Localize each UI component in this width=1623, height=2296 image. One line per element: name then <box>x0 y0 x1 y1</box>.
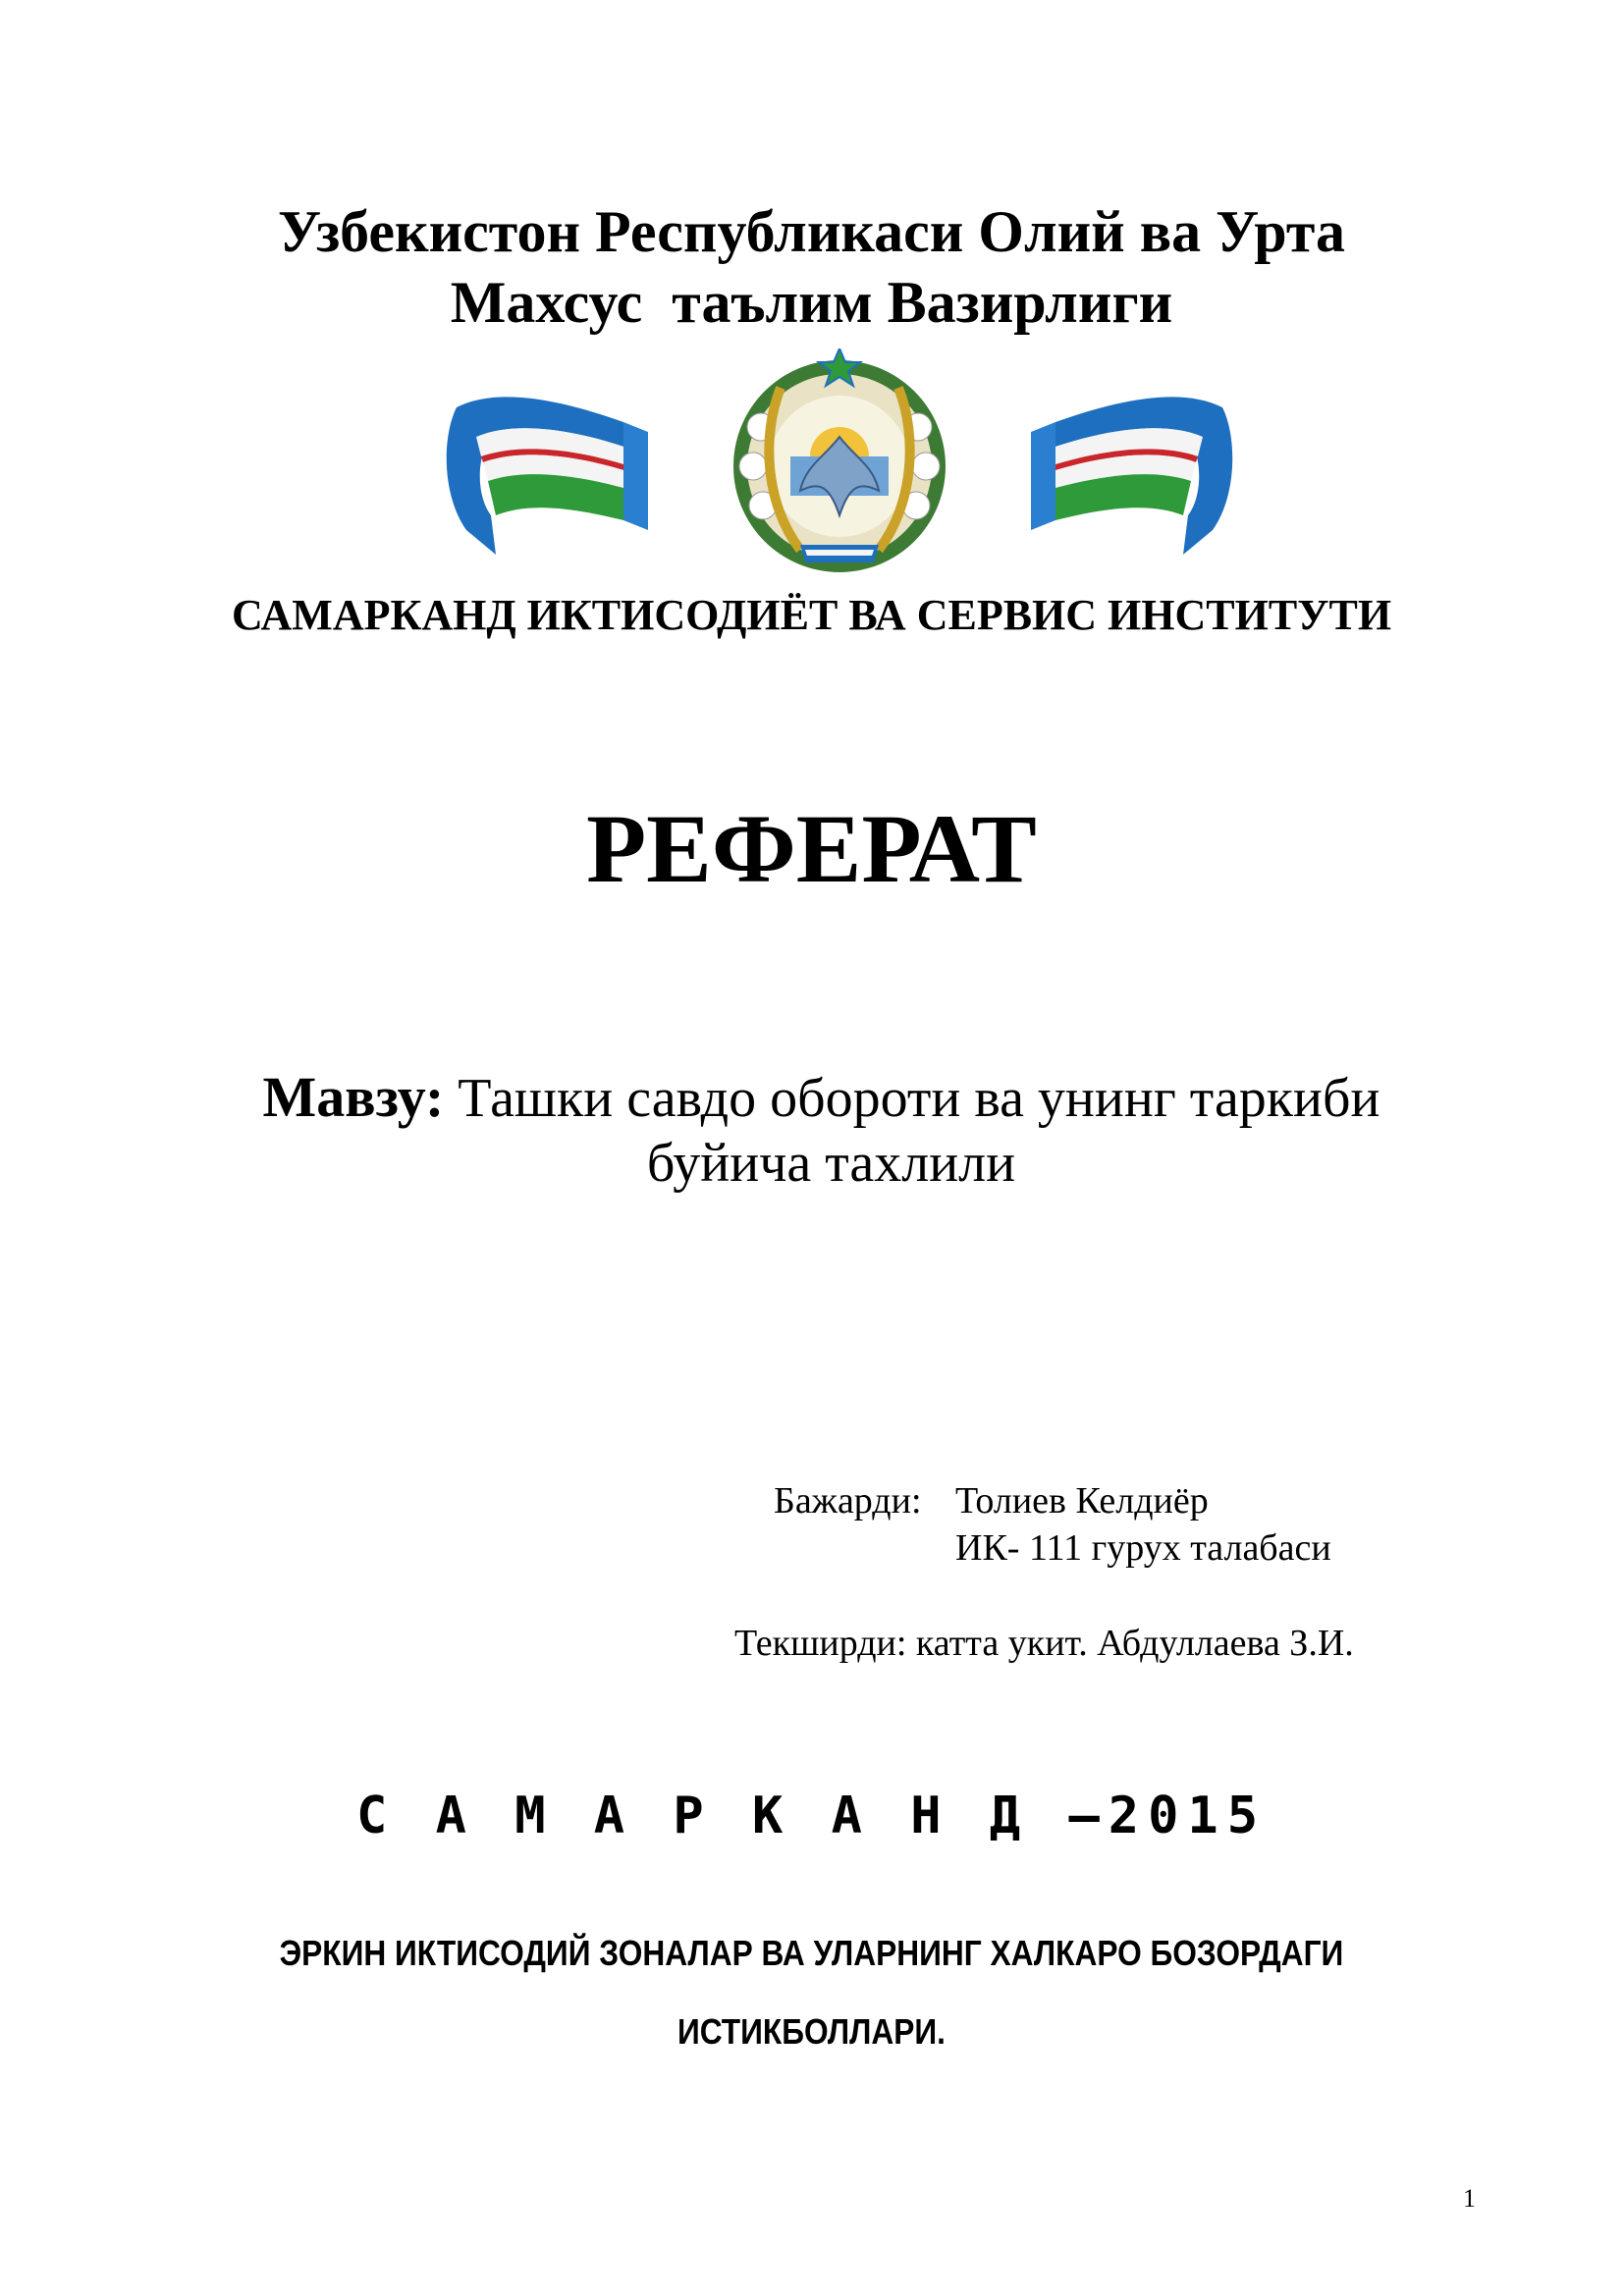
city-year: С А М А Р К А Н Д –2015 <box>355 1787 1268 1845</box>
performer-name: Толиев Келдиёр <box>955 1480 1209 1522</box>
checker-name: катта укит. Абдуллаева З.И. <box>915 1623 1354 1664</box>
performed-label: Бажарди: <box>774 1480 922 1522</box>
ministry-line-1: Узбекистон Республикаси Олий ва Урта <box>277 199 1346 264</box>
page-number: 1 <box>1463 2184 1476 2213</box>
topic-text-1: Ташки савдо обороти ва унинг таркиби <box>458 1068 1380 1129</box>
left-ribbon <box>447 397 648 555</box>
topic-label: Мавзу <box>262 1065 425 1129</box>
state-emblem-with-flag-ribbon-icon <box>437 348 1242 584</box>
institute-name: САМАРКАНД ИКТИСОДИЁТ ВА СЕРВИС ИНСТИТУТИ <box>231 591 1392 639</box>
emblem-seal <box>733 348 946 572</box>
subtitle-line-2: ИСТИКБОЛЛАРИ. <box>676 2011 946 2052</box>
topic-line-1 <box>0 1065 1623 1131</box>
checker-block <box>734 1620 1354 1667</box>
topic-separator: : <box>424 1065 445 1129</box>
ministry-heading <box>0 196 1623 338</box>
performer-block <box>774 1477 1331 1572</box>
emblem-graphic <box>437 348 1242 584</box>
subtitle-block <box>97 1914 1526 2071</box>
topic-line-2: буйича тахлили <box>646 1133 1016 1194</box>
subtitle-line-1: ЭРКИН ИКТИСОДИЙ ЗОНАЛАР ВА УЛАРНИНГ ХАЛКАРО БОЗОРДАГИ <box>279 1933 1344 1973</box>
ministry-line-2: Махсус таълим Вазирлиги <box>450 270 1173 335</box>
performer-group: ИК- 111 гурух талабаси <box>955 1527 1331 1569</box>
checked-label: Текширди: <box>734 1623 907 1664</box>
document-type-title: РЕФЕРАТ <box>586 794 1037 903</box>
topic-block <box>0 1065 1623 1196</box>
right-ribbon <box>1031 397 1232 555</box>
